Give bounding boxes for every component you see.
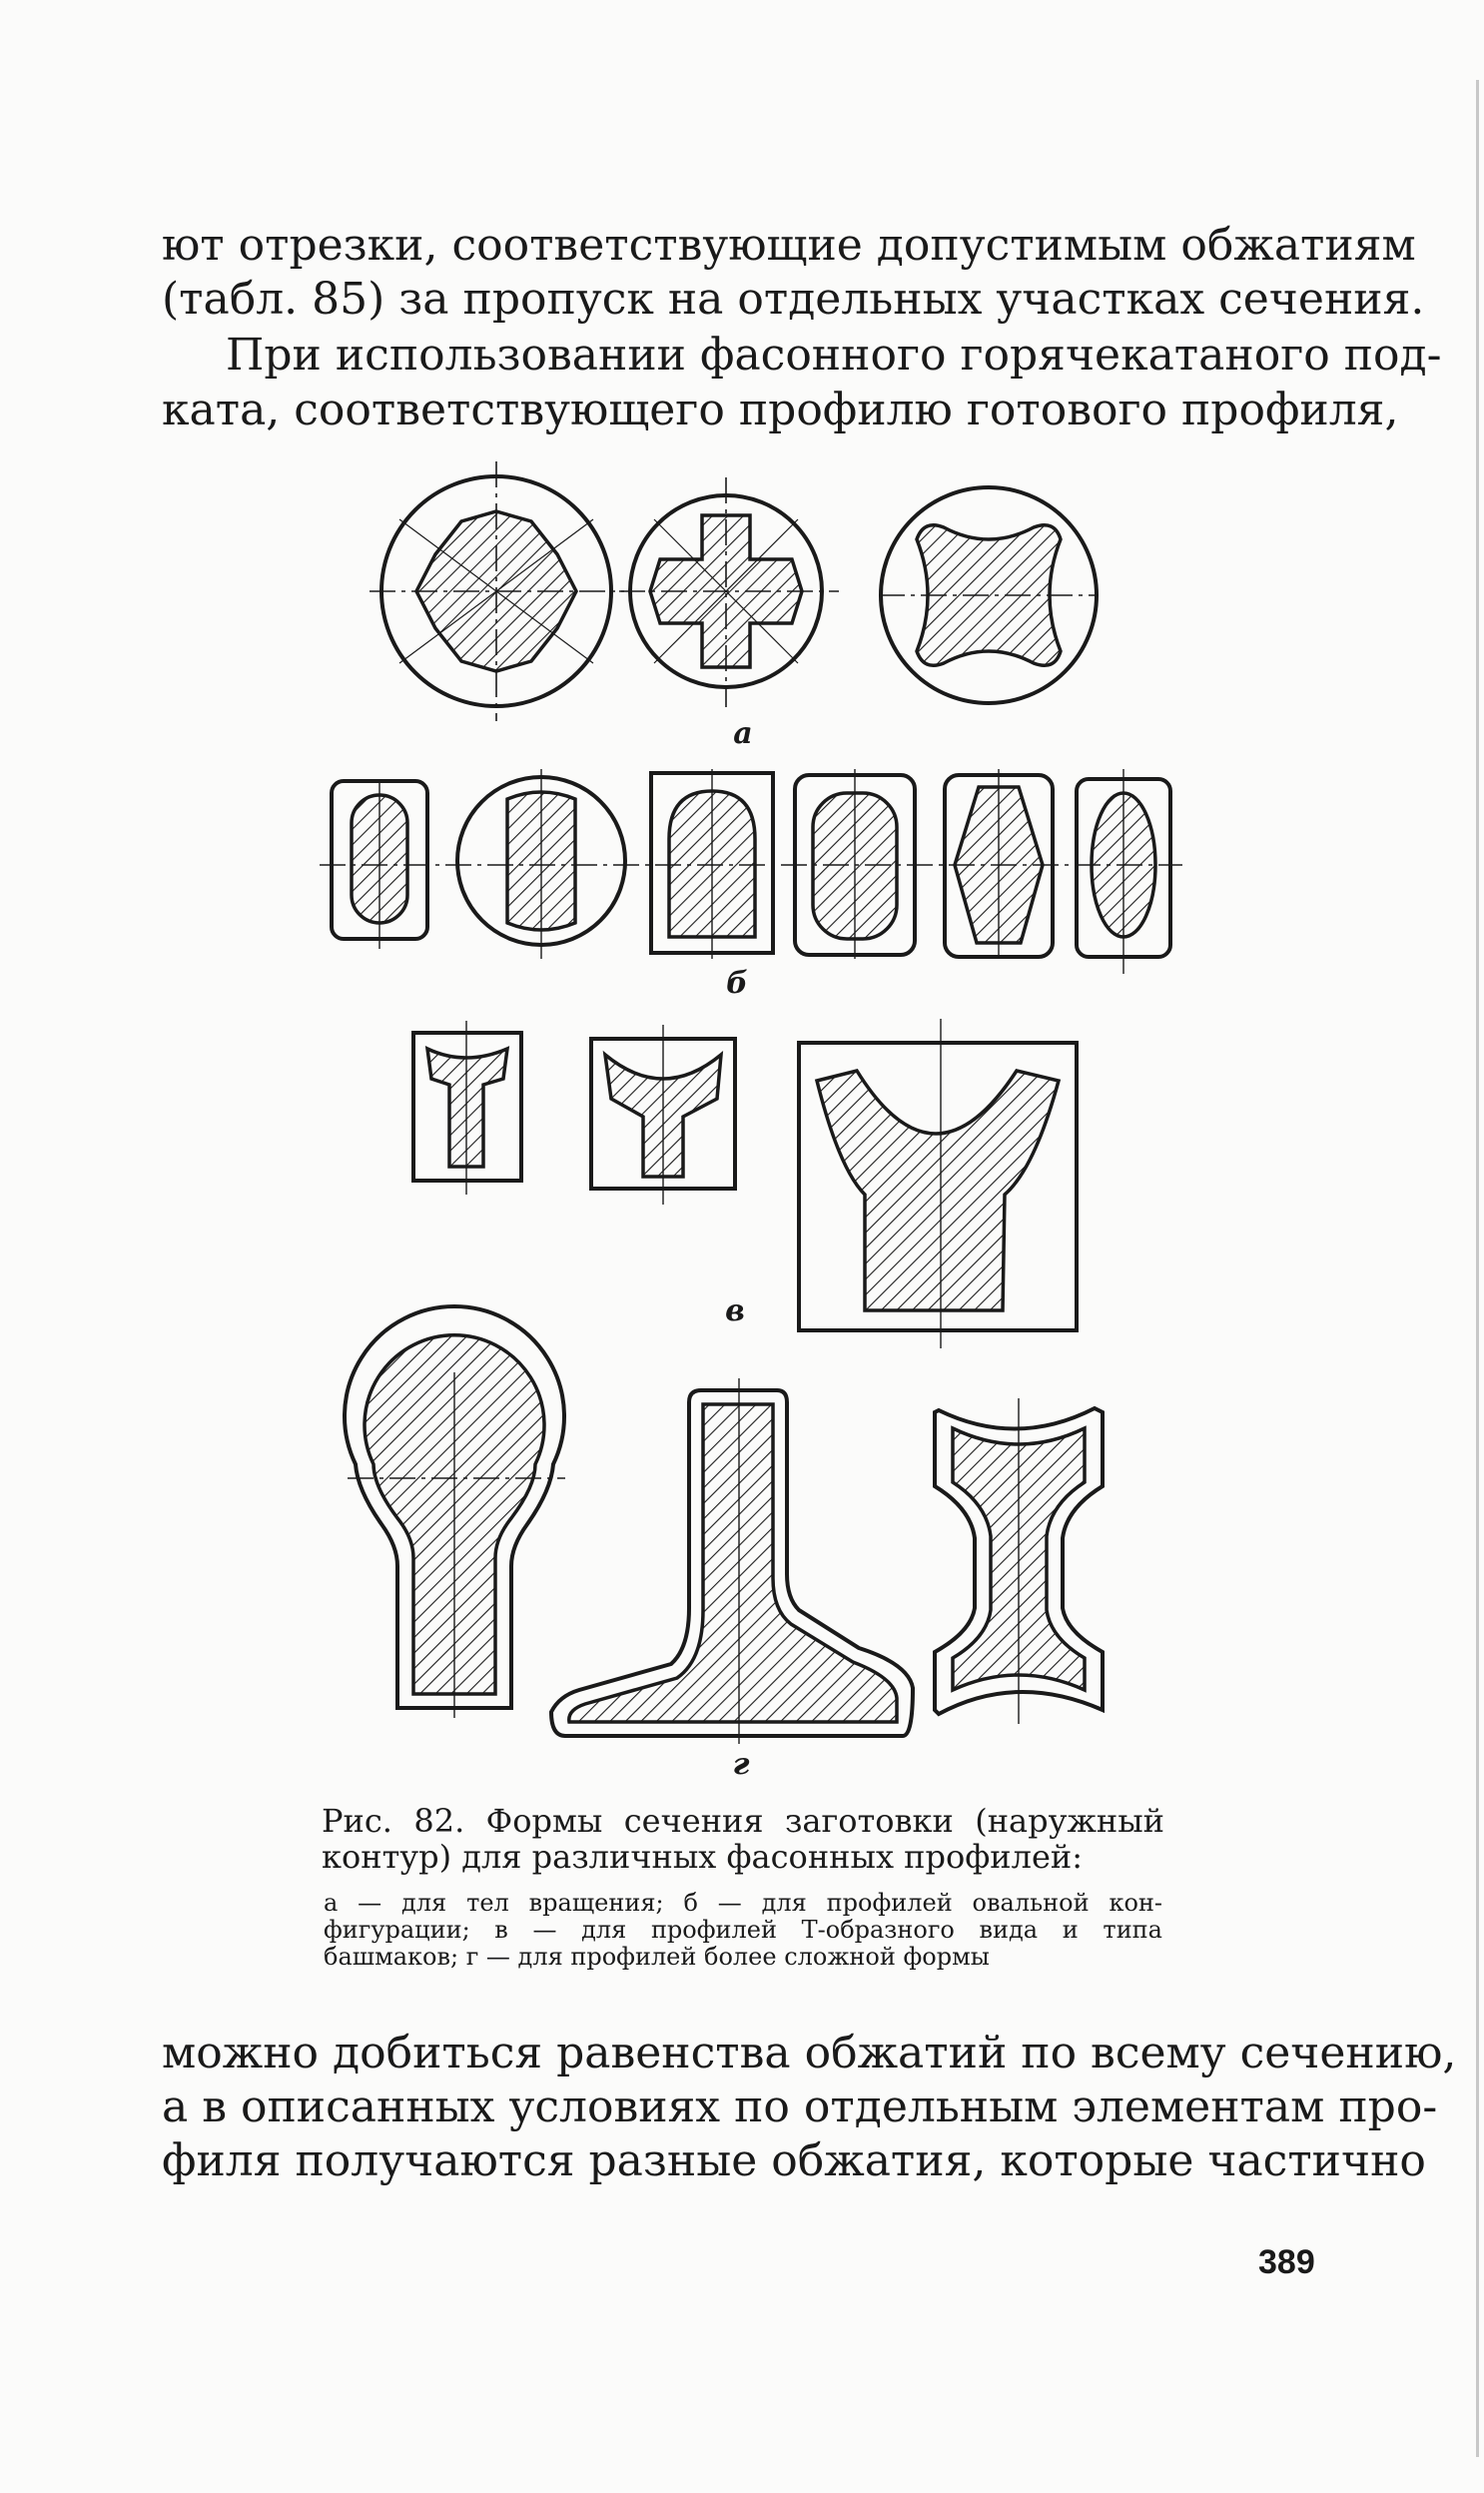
g2-rail-section: [569, 1404, 897, 1722]
caption-note-line-1: а — для тел вращения; б — для профилей овальной кон-: [324, 1889, 1162, 1917]
caption-note-line-2: фигурации; в — для профилей Т-образного вида и типа: [324, 1916, 1162, 1944]
row-a-rotation-bodies: [370, 461, 1099, 721]
label-g: г: [732, 1747, 750, 1782]
v3-shoe-section: [817, 1071, 1059, 1310]
row-g-complex-profiles: [345, 1306, 1103, 1744]
body-line-6: а в описанных условиях по отдельным элементам про-: [162, 2081, 1438, 2132]
label-b: б: [726, 966, 748, 1001]
caption-title-line-2: контур) для различных фасонных профилей:: [322, 1838, 1083, 1876]
body-line-2: (табл. 85) за пропуск на отдельных участках сечения.: [162, 274, 1425, 325]
body-line-1: ют отрезки, соответствующие допустимым обжатиям: [162, 220, 1416, 271]
body-line-5: можно добиться равенства обжатий по всему сечению,: [162, 2028, 1457, 2078]
label-a: а: [733, 716, 753, 751]
row-b-oval-profiles: [320, 769, 1182, 974]
label-v: в: [725, 1293, 745, 1328]
caption-note-line-3: башмаков; г — для профилей более сложной формы: [324, 1943, 990, 1971]
page-number: 389: [1258, 2243, 1315, 2281]
body-line-4: ката, соответствующего профилю готового профиля,: [162, 385, 1399, 435]
caption-title-line-1: Рис. 82. Формы сечения заготовки (наружный: [322, 1802, 1164, 1840]
body-line-7: филя получаются разные обжатия, которые частично: [162, 2135, 1426, 2186]
v1-t-section: [427, 1049, 507, 1167]
body-line-3: При использовании фасонного горячекатаного под-: [226, 330, 1442, 381]
page-edge-shadow: [1476, 80, 1479, 2457]
